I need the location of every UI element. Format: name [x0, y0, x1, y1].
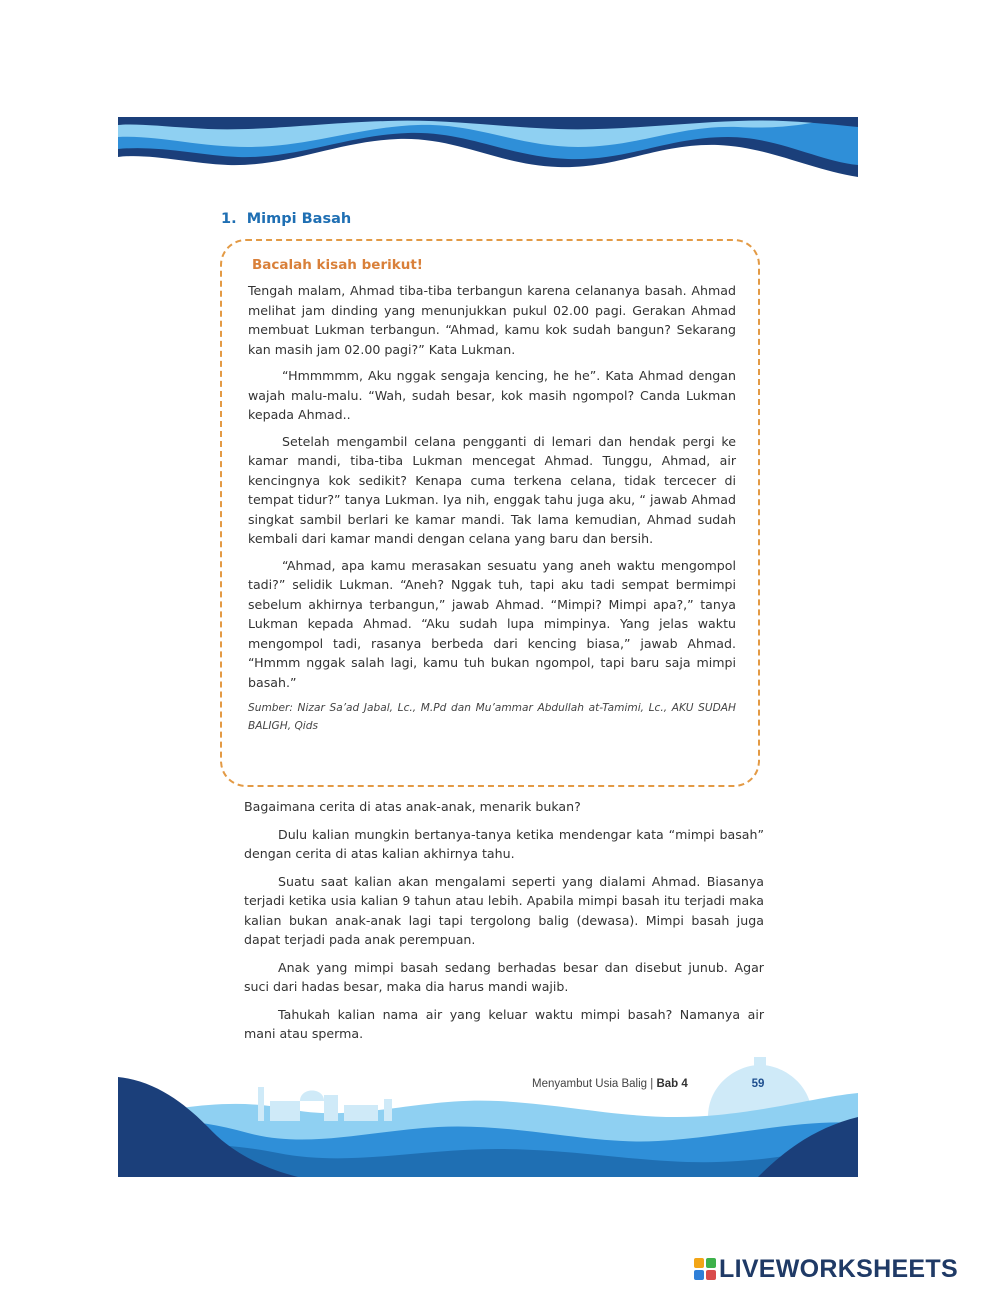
- body-paragraph: Suatu saat kalian akan mengalami seperti yang dialami Ahmad. Biasanya terjadi ketika usia kalian 9 tahun atau lebih. Apabila mimpi basah itu terjadi maka kalian bukan anak-anak lagi tapi tergolong balig (dewasa). Mimpi basah juga dapat terjadi pada anak perempuan.: [244, 873, 764, 947]
- city-silhouette: [258, 1087, 392, 1121]
- story-paragraph: “Hmmmmm, Aku nggak sengaja kencing, he he”. Kata Ahmad dengan wajah malu-malu. “Wah, sudah besar, kok masih ngompol? Canda Lukman kepada Ahmad..: [248, 368, 736, 422]
- footer-book-title: Menyambut Usia Balig |: [532, 1078, 657, 1090]
- book-page: [118, 117, 858, 1177]
- story-box-heading: Bacalah kisah berikut!: [252, 257, 423, 273]
- body-paragraph: Dulu kalian mungkin bertanya-tanya ketika mendengar kata “mimpi basah” dengan cerita di atas kalian akhirnya tahu.: [244, 826, 764, 861]
- section-title: [221, 211, 351, 227]
- footer-chapter: Bab 4: [656, 1078, 688, 1090]
- story-box: [220, 239, 760, 787]
- story-paragraph: “Ahmad, apa kamu merasakan sesuatu yang aneh waktu mengompol tadi?” selidik Lukman. “Aneh? Nggak tuh, tapi aku tadi sempat bermimpi sebelum akhirnya terbangun,” jawab Ahmad. “Mimpi? Mimpi apa?,” tanya Lukman kepada Ahmad. “Aku sudah lupa mimpinya. Yang jelas waktu mengompol tadi, rasanya berbeda dari kencing biasa,” jawab Ahmad. “Hmmm nggak salah lagi, kamu tuh bukan ngompol, tapi baru saja mimpi basah.”: [248, 557, 736, 690]
- body-paragraph: Anak yang mimpi basah sedang berhadas besar dan disebut junub. Agar suci dari hadas besar, maka dia harus mandi wajib.: [244, 959, 764, 994]
- watermark-text: LIVEWORKSHEETS: [719, 1254, 958, 1283]
- story-paragraph: Tengah malam, Ahmad tiba-tiba terbangun karena celananya basah. Ahmad melihat jam dinding yang menunjukkan pukul 02.00 pagi. Gerakan Ahmad membuat Lukman terbangun. “Ahmad, kamu kok sudah bangun? Sekarang kan masih jam 02.00 pagi?” Kata Lukman.: [248, 283, 736, 357]
- bottom-wave-decoration: [118, 1057, 858, 1177]
- section-number: 1.: [221, 211, 237, 227]
- story-paragraph: Setelah mengambil celana pengganti di lemari dan hendak pergi ke kamar mandi, tiba-tiba Lukman mencegat Ahmad. Tunggu, Ahmad, air kencingnya kok sedikit? Kenapa cuma terkena celana, tidak tercecer di tempat tidur?” tanya Lukman. Iya nih, enggak tahu juga aku, “ jawab Ahmad singkat sambil berlari ke kamar mandi. Tak lama kemudian, Ahmad sudah kembali dari kamar mandi dengan celana yang baru dan bersih.: [248, 433, 736, 546]
- body-text: [244, 797, 764, 1052]
- page-number: 59: [751, 1078, 765, 1090]
- liveworksheets-watermark: [694, 1254, 990, 1284]
- top-wave-decoration: [118, 117, 858, 189]
- body-paragraph: Bagaimana cerita di atas anak-anak, menarik bukan?: [244, 799, 581, 814]
- footer-book-label: [532, 1078, 688, 1090]
- story-source: Sumber: Nizar Sa’ad Jabal, Lc., M.Pd dan Mu’ammar Abdullah at-Tamimi, Lc., AKU SUDAH BALIGH, Qids: [248, 702, 736, 732]
- body-paragraph: Tahukah kalian nama air yang keluar waktu mimpi basah? Namanya air mani atau sperma.: [244, 1006, 764, 1041]
- section-title-text: Mimpi Basah: [246, 211, 352, 227]
- liveworksheets-logo-icon: [694, 1258, 716, 1280]
